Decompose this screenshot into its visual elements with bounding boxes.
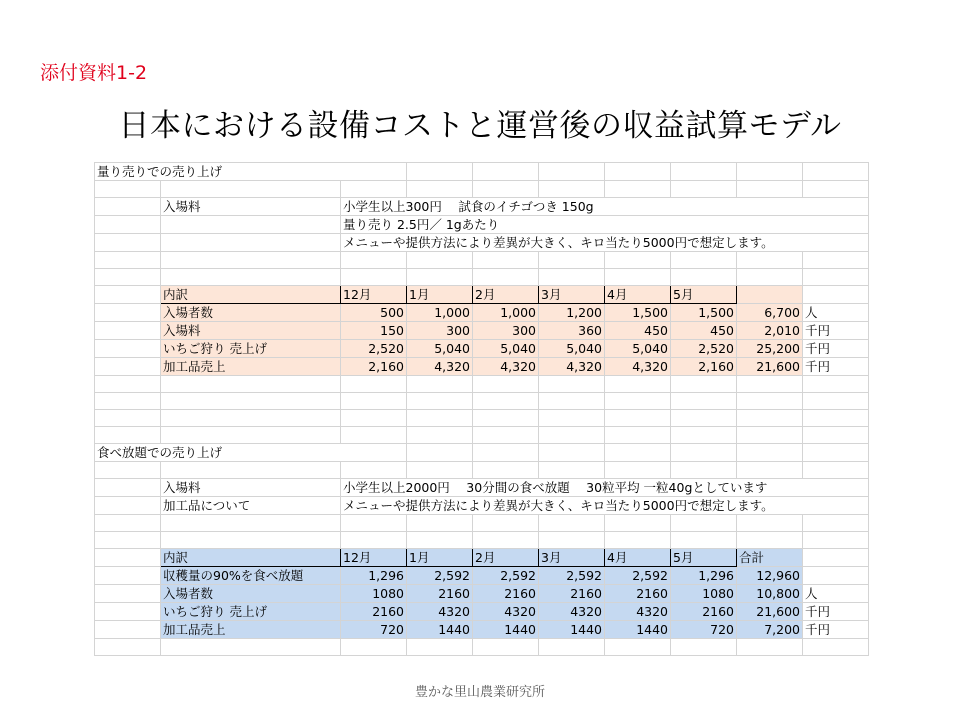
section2-heading: 食べ放題での売り上げ bbox=[95, 444, 407, 462]
value-cell: 300 bbox=[473, 322, 539, 340]
header-cell: 2月 bbox=[473, 286, 539, 304]
value-cell: 4320 bbox=[473, 603, 539, 621]
value-cell: 2,592 bbox=[539, 567, 605, 585]
unit-cell: 千円 bbox=[803, 603, 869, 621]
value-cell: 1440 bbox=[473, 621, 539, 639]
page-title: 日本における設備コストと運営後の収益試算モデル bbox=[118, 108, 842, 144]
total-cell: 25,200 bbox=[737, 340, 803, 358]
table-row bbox=[95, 621, 869, 639]
sheet-row bbox=[95, 234, 869, 252]
footer-organization: 豊かな里山農業研究所 bbox=[414, 685, 545, 700]
section1-note1: 小学生以上300円 試食のイチゴつき 150g bbox=[341, 198, 869, 216]
sheet-row bbox=[95, 639, 869, 656]
sheet-row bbox=[95, 181, 869, 198]
value-cell: 1,296 bbox=[341, 567, 407, 585]
value-cell: 1,200 bbox=[539, 304, 605, 322]
total-cell: 6,700 bbox=[737, 304, 803, 322]
sheet-row bbox=[95, 427, 869, 444]
value-cell: 2160 bbox=[341, 603, 407, 621]
value-cell: 720 bbox=[671, 621, 737, 639]
sheet-row bbox=[95, 462, 869, 479]
value-cell: 4320 bbox=[539, 603, 605, 621]
row-label: 収穫量の90%を食べ放題 bbox=[161, 567, 341, 585]
sheet-row bbox=[95, 393, 869, 410]
value-cell: 5,040 bbox=[407, 340, 473, 358]
header-cell: 5月 bbox=[671, 549, 737, 567]
total-cell: 12,960 bbox=[737, 567, 803, 585]
header-cell: 4月 bbox=[605, 549, 671, 567]
value-cell: 2,592 bbox=[473, 567, 539, 585]
sheet-row bbox=[95, 163, 869, 181]
sheet-row bbox=[95, 410, 869, 427]
header-cell: 2月 bbox=[473, 549, 539, 567]
header-cell: 12月 bbox=[341, 286, 407, 304]
section1-note2: 量り売り 2.5円／ 1gあたり bbox=[341, 216, 869, 234]
value-cell: 360 bbox=[539, 322, 605, 340]
value-cell: 1,500 bbox=[605, 304, 671, 322]
value-cell: 300 bbox=[407, 322, 473, 340]
value-cell: 5,040 bbox=[539, 340, 605, 358]
section1-note3: メニューや提供方法により差異が大きく、キロ当たり5000円で想定します。 bbox=[341, 234, 869, 252]
value-cell: 4320 bbox=[407, 603, 473, 621]
unit-cell: 人 bbox=[803, 304, 869, 322]
unit-cell bbox=[803, 567, 869, 585]
table-row bbox=[95, 567, 869, 585]
total-cell: 2,010 bbox=[737, 322, 803, 340]
value-cell: 1440 bbox=[605, 621, 671, 639]
header-cell: 3月 bbox=[539, 286, 605, 304]
value-cell: 1080 bbox=[341, 585, 407, 603]
sheet-row bbox=[95, 198, 869, 216]
value-cell: 2160 bbox=[539, 585, 605, 603]
value-cell: 2160 bbox=[473, 585, 539, 603]
unit-cell: 千円 bbox=[803, 322, 869, 340]
value-cell: 2,160 bbox=[671, 358, 737, 376]
value-cell: 1,000 bbox=[473, 304, 539, 322]
value-cell: 2,160 bbox=[341, 358, 407, 376]
value-cell: 2,520 bbox=[671, 340, 737, 358]
value-cell: 4,320 bbox=[473, 358, 539, 376]
section2-entry-note: 小学生以上2000円 30分間の食べ放題 30粒平均 一粒40gとしています bbox=[341, 479, 869, 497]
row-label: 入場者数 bbox=[161, 304, 341, 322]
row-label: 入場料 bbox=[161, 322, 341, 340]
value-cell: 1,500 bbox=[671, 304, 737, 322]
header-cell: 内訳 bbox=[161, 286, 341, 304]
value-cell: 1,296 bbox=[671, 567, 737, 585]
total-cell: 21,600 bbox=[737, 358, 803, 376]
value-cell: 4320 bbox=[605, 603, 671, 621]
section2-processed-note: メニューや提供方法により差異が大きく、キロ当たり5000円で想定します。 bbox=[341, 497, 869, 515]
value-cell: 2,520 bbox=[341, 340, 407, 358]
value-cell: 2160 bbox=[407, 585, 473, 603]
header-cell: 1月 bbox=[407, 286, 473, 304]
value-cell: 450 bbox=[605, 322, 671, 340]
unit-cell: 人 bbox=[803, 585, 869, 603]
value-cell: 1,000 bbox=[407, 304, 473, 322]
unit-cell: 千円 bbox=[803, 340, 869, 358]
table-row bbox=[95, 340, 869, 358]
header-cell: 3月 bbox=[539, 549, 605, 567]
section1-header-row bbox=[95, 286, 869, 304]
header-cell: 内訳 bbox=[161, 549, 341, 567]
section2-processed-label: 加工品について bbox=[161, 497, 341, 515]
row-label: 加工品売上 bbox=[161, 358, 341, 376]
row-label: いちご狩り 売上げ bbox=[161, 340, 341, 358]
row-label: いちご狩り 売上げ bbox=[161, 603, 341, 621]
value-cell: 5,040 bbox=[605, 340, 671, 358]
table-row bbox=[95, 322, 869, 340]
section1-heading: 量り売りでの売り上げ bbox=[95, 163, 407, 181]
value-cell: 4,320 bbox=[539, 358, 605, 376]
sheet-row bbox=[95, 497, 869, 515]
sheet-row bbox=[95, 216, 869, 234]
row-label: 加工品売上 bbox=[161, 621, 341, 639]
sheet-row bbox=[95, 252, 869, 269]
unit-cell: 千円 bbox=[803, 621, 869, 639]
table-row bbox=[95, 358, 869, 376]
value-cell: 2160 bbox=[671, 603, 737, 621]
sheet-row bbox=[95, 532, 869, 549]
header-cell: 4月 bbox=[605, 286, 671, 304]
value-cell: 4,320 bbox=[605, 358, 671, 376]
sheet-row bbox=[95, 376, 869, 393]
value-cell: 1080 bbox=[671, 585, 737, 603]
header-cell bbox=[737, 286, 803, 304]
section2-entry-label: 入場料 bbox=[161, 479, 341, 497]
value-cell: 450 bbox=[671, 322, 737, 340]
value-cell: 2,592 bbox=[605, 567, 671, 585]
value-cell: 500 bbox=[341, 304, 407, 322]
spreadsheet-grid bbox=[94, 162, 869, 656]
value-cell: 1440 bbox=[539, 621, 605, 639]
total-cell: 21,600 bbox=[737, 603, 803, 621]
attachment-label: 添付資料1-2 bbox=[40, 62, 148, 84]
sheet-row bbox=[95, 444, 869, 462]
value-cell: 720 bbox=[341, 621, 407, 639]
section1-entry-label: 入場料 bbox=[161, 198, 341, 216]
header-cell: 5月 bbox=[671, 286, 737, 304]
sheet-row bbox=[95, 515, 869, 532]
header-cell: 1月 bbox=[407, 549, 473, 567]
value-cell: 5,040 bbox=[473, 340, 539, 358]
section2-header-row bbox=[95, 549, 869, 567]
unit-cell: 千円 bbox=[803, 358, 869, 376]
sheet-row bbox=[95, 479, 869, 497]
value-cell: 4,320 bbox=[407, 358, 473, 376]
value-cell: 150 bbox=[341, 322, 407, 340]
row-label: 入場者数 bbox=[161, 585, 341, 603]
table-row bbox=[95, 585, 869, 603]
header-cell: 12月 bbox=[341, 549, 407, 567]
value-cell: 1440 bbox=[407, 621, 473, 639]
sheet-row bbox=[95, 269, 869, 286]
total-cell: 10,800 bbox=[737, 585, 803, 603]
header-cell: 合計 bbox=[737, 549, 803, 567]
table-row bbox=[95, 304, 869, 322]
total-cell: 7,200 bbox=[737, 621, 803, 639]
value-cell: 2160 bbox=[605, 585, 671, 603]
table-row bbox=[95, 603, 869, 621]
value-cell: 2,592 bbox=[407, 567, 473, 585]
